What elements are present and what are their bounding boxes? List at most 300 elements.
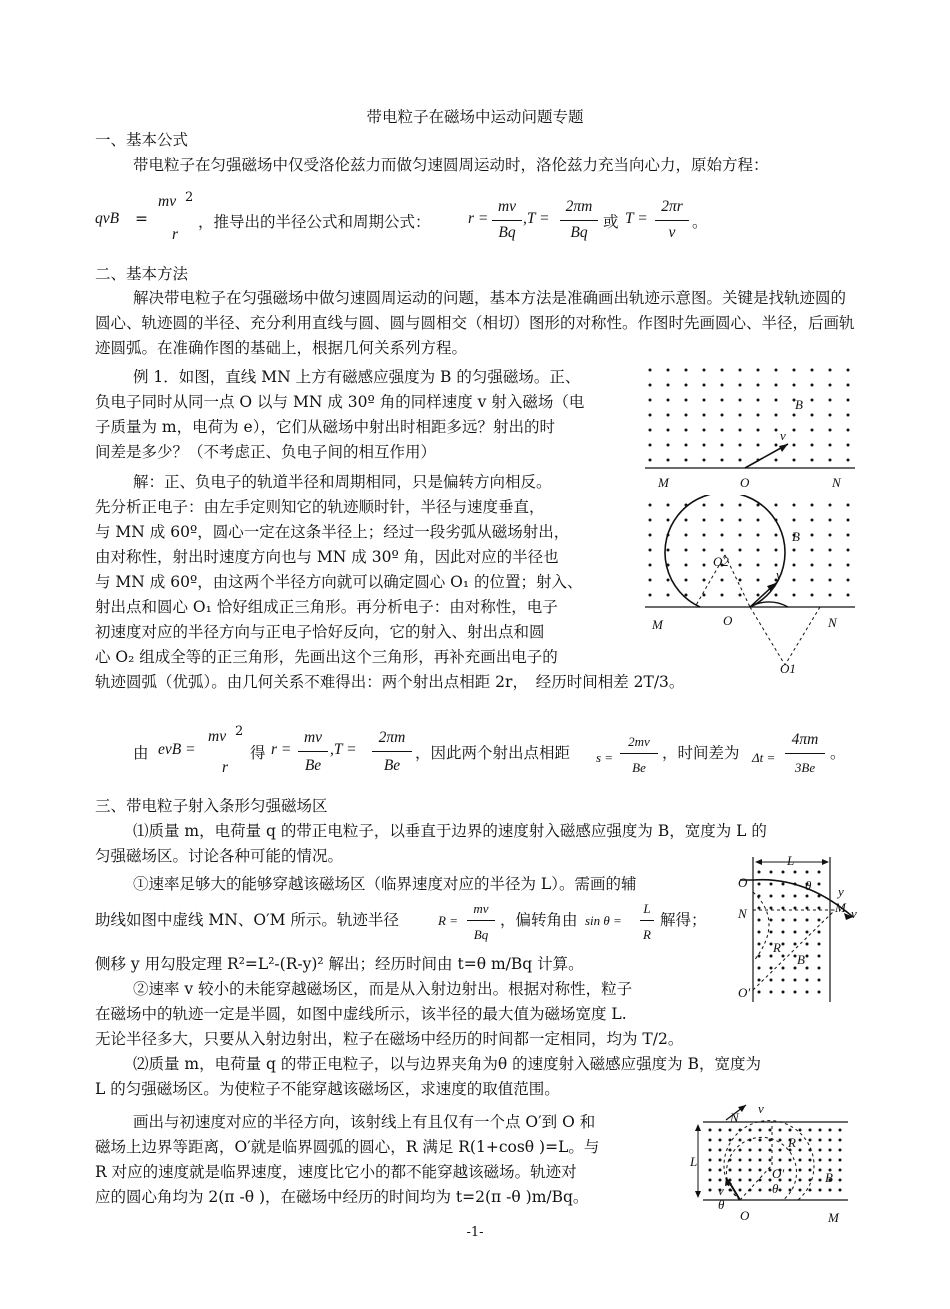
- field-dot: [685, 519, 688, 522]
- field-dot: [847, 534, 850, 537]
- field-dot: [799, 1129, 802, 1132]
- field-dot: [811, 444, 814, 447]
- sec3-p2b-end: 解得；: [660, 911, 707, 929]
- eq2-pre: 由: [133, 744, 149, 762]
- field-dot: [685, 384, 688, 387]
- field-dot: [739, 414, 742, 417]
- eq-den: r: [172, 226, 179, 243]
- field-dot: [709, 1129, 712, 1132]
- field-dot: [703, 549, 706, 552]
- field-dot: [649, 444, 652, 447]
- field-dot: [811, 564, 814, 567]
- solution-line-2: 先分析正电子：由左手定则知它的轨迹顺时针，半径与速度垂直，: [95, 498, 545, 516]
- field-dot: [794, 919, 797, 922]
- field-dot: [757, 594, 760, 597]
- field-dot: [770, 919, 773, 922]
- field-dot: [739, 519, 742, 522]
- eq-end: 。: [692, 213, 708, 231]
- t2-frac-line: [655, 220, 689, 221]
- eq2-r-line: [298, 751, 328, 752]
- field-dot: [749, 1149, 752, 1152]
- field-dot: [794, 991, 797, 994]
- field-dot: [667, 549, 670, 552]
- eq2-sup: 2: [235, 724, 244, 739]
- field-dot: [739, 1159, 742, 1162]
- field-dot: [847, 594, 850, 597]
- field-dot: [758, 943, 761, 946]
- field-dot: [782, 907, 785, 910]
- sec3-R-line: [467, 920, 495, 921]
- field-dot: [809, 1159, 812, 1162]
- example-1-line-1: 例 1．如图，直线 MN 上方有磁感应强度为 B 的匀强磁场。正、: [133, 368, 581, 386]
- field-dot: [775, 594, 778, 597]
- field-dot: [839, 1189, 842, 1192]
- field-dot: [775, 384, 778, 387]
- field-dot: [770, 991, 773, 994]
- section-1-intro: 带电粒子在匀强磁场中仅受洛伦兹力而做匀速圆周运动时，洛伦兹力充当向心力，原始方程：: [133, 156, 769, 174]
- t-frac-line: [560, 220, 598, 221]
- field-dot: [829, 594, 832, 597]
- field-dot: [829, 459, 832, 462]
- fig1-label-N: N: [832, 475, 841, 490]
- sec3-sin: sin θ =: [585, 913, 622, 928]
- example-1-line-3: 子质量为 m，电荷为 e），它们从磁场中射出时相距多远？射出的时: [95, 418, 555, 436]
- fig1-label-M: M: [658, 475, 669, 490]
- eq-sup: 2: [185, 190, 194, 205]
- field-dot: [794, 907, 797, 910]
- fig3-label-O: O: [738, 875, 748, 890]
- field-dot: [789, 1169, 792, 1172]
- magnetic-field-dots: [649, 504, 850, 597]
- field-dot: [782, 895, 785, 898]
- field-dot: [819, 1189, 822, 1192]
- sec3-sin-line: [640, 920, 654, 921]
- field-dot: [758, 871, 761, 874]
- example-1-line-2: 负电子同时从同一点 O 以与 MN 成 30º 角的同样速度 v 射入磁场（电: [95, 393, 585, 411]
- field-dot: [775, 549, 778, 552]
- field-dot: [839, 1139, 842, 1142]
- field-dot: [782, 967, 785, 970]
- field-dot: [739, 564, 742, 567]
- field-dot: [758, 991, 761, 994]
- field-dot: [685, 534, 688, 537]
- field-dot: [649, 564, 652, 567]
- field-dot: [759, 1159, 762, 1162]
- fig3-label-v: v: [851, 906, 857, 921]
- field-dot: [709, 1179, 712, 1182]
- field-dot: [829, 384, 832, 387]
- eq2-de: 得: [250, 744, 266, 762]
- field-dot: [829, 1139, 832, 1142]
- field-dot: [703, 519, 706, 522]
- field-dot: [649, 519, 652, 522]
- field-dot: [703, 459, 706, 462]
- field-dot: [811, 384, 814, 387]
- eq2-s: s =: [596, 750, 614, 765]
- fig3-label-R: R: [773, 940, 781, 955]
- field-dot: [819, 1129, 822, 1132]
- field-dot: [757, 429, 760, 432]
- field-dot: [739, 1139, 742, 1142]
- field-dot: [649, 459, 652, 462]
- solution-line-5: 与 MN 成 60º，由这两个半径方向就可以确定圆心 O₁ 的位置；射入、: [95, 573, 583, 591]
- solution-line-1: 解：正、负电子的轨道半径和周期相同，只是偏转方向相反。: [133, 473, 552, 491]
- eq2-tden: Be: [383, 757, 401, 774]
- field-dot: [729, 1139, 732, 1142]
- field-dot: [757, 564, 760, 567]
- field-dot: [758, 931, 761, 934]
- sec3-p4a: ⑵质量 m，电荷量 q 的带正电粒子，以与边界夹角为θ 的速度射入磁感应强度为 B，宽度为: [133, 1055, 761, 1073]
- field-dot: [769, 1159, 772, 1162]
- eq2-r: r =: [271, 741, 292, 758]
- field-dot: [685, 579, 688, 582]
- field-dot: [721, 384, 724, 387]
- field-dot: [685, 594, 688, 597]
- section-3-heading: 三、带电粒子射入条形匀强磁场区: [95, 797, 328, 815]
- field-dot: [758, 883, 761, 886]
- field-dot: [709, 1149, 712, 1152]
- field-dot: [739, 399, 742, 402]
- field-dot: [794, 943, 797, 946]
- fig2-label-O1: O1: [780, 661, 796, 676]
- eq2-dt: Δt =: [752, 750, 776, 765]
- field-dot: [649, 594, 652, 597]
- field-dot: [739, 549, 742, 552]
- field-dot: [667, 519, 670, 522]
- field-dot: [775, 399, 778, 402]
- field-dot: [758, 967, 761, 970]
- sec3-p2a: ①速率足够大的能够穿越该磁场区（临界速度对应的半径为 L）。需画的辅: [133, 875, 637, 893]
- field-dot: [811, 504, 814, 507]
- field-dot: [839, 1129, 842, 1132]
- sec3-sin-num: L: [643, 901, 651, 916]
- eq2-dtden: 3Be: [794, 760, 816, 775]
- field-dot: [719, 1139, 722, 1142]
- page-title: 带电粒子在磁场中运动问题专题: [366, 108, 584, 126]
- eq-num: mv: [158, 193, 177, 210]
- eq2-t-line: [372, 751, 412, 752]
- field-dot: [709, 1159, 712, 1162]
- field-dot: [739, 504, 742, 507]
- field-dot: [847, 504, 850, 507]
- eq2-num: mv: [208, 728, 227, 745]
- field-dot: [847, 579, 850, 582]
- fig2-label-O: O: [723, 613, 733, 628]
- page-number: -1-: [466, 1225, 484, 1240]
- field-dot: [685, 399, 688, 402]
- eq-lhs: qvB: [95, 210, 120, 227]
- solution-line-8: 心 O₂ 组成全等的正三角形，先画出这个三角形，再补充画出电子的: [95, 648, 558, 666]
- field-dot: [829, 564, 832, 567]
- field-dot: [806, 967, 809, 970]
- field-dot: [667, 504, 670, 507]
- section-1-heading: 一、基本公式: [95, 131, 189, 149]
- eq2-dtnum: 4πm: [791, 731, 819, 748]
- field-dot: [782, 871, 785, 874]
- field-dot: [819, 1159, 822, 1162]
- field-dot: [811, 459, 814, 462]
- field-dot: [847, 384, 850, 387]
- field-dot: [793, 549, 796, 552]
- fig2-label-N: N: [828, 615, 837, 630]
- field-dot: [811, 414, 814, 417]
- field-dot: [685, 444, 688, 447]
- sec3-p1a: ⑴质量 m，电荷量 q 的带正电粒子，以垂直于边界的速度射入磁感应强度为 B，宽度为 L 的: [133, 822, 767, 840]
- t-den: Bq: [570, 224, 588, 241]
- eq2-lhs: evB =: [158, 741, 196, 758]
- or-text: 或: [603, 213, 619, 231]
- eq2-tnum: 2πm: [378, 729, 406, 746]
- field-dot: [794, 871, 797, 874]
- field-dot: [847, 369, 850, 372]
- field-dot: [779, 1139, 782, 1142]
- fig4-label-N: N: [730, 1110, 739, 1125]
- field-dot: [739, 579, 742, 582]
- field-dot: [703, 564, 706, 567]
- field-dot: [770, 931, 773, 934]
- field-dot: [685, 429, 688, 432]
- field-dot: [775, 459, 778, 462]
- sec3-p2b-pre: 助线如图中虚线 MN、O′M 所示。轨迹半径: [95, 911, 399, 929]
- sec3-p5-line-1: 画出与初速度对应的半径方向，该射线上有且仅有一个点 O′到 O 和: [133, 1113, 596, 1131]
- sec3-p3c: 无论半径多大，只要从入射边射出，粒子在磁场中经历的时间都一定相同，均为 T/2。: [95, 1030, 684, 1048]
- field-dot: [739, 369, 742, 372]
- field-dot: [811, 519, 814, 522]
- field-dot: [759, 1179, 762, 1182]
- field-dot: [806, 991, 809, 994]
- field-dot: [703, 579, 706, 582]
- field-dot: [721, 444, 724, 447]
- field-dot: [770, 907, 773, 910]
- field-dot: [770, 883, 773, 886]
- field-dot: [782, 979, 785, 982]
- fig3-label-N: N: [738, 906, 747, 921]
- figure-4-diagram: [688, 1100, 863, 1230]
- fig2-label-B: B: [792, 529, 800, 544]
- field-dot: [829, 1129, 832, 1132]
- field-dot: [819, 1139, 822, 1142]
- example-1-line-4: 间差是多少？（不考虑正、负电子间的相互作用）: [95, 443, 437, 461]
- field-dot: [811, 579, 814, 582]
- field-dot: [749, 1129, 752, 1132]
- fig3-label-L: L: [787, 853, 795, 868]
- field-dot: [793, 459, 796, 462]
- field-dot: [793, 369, 796, 372]
- fig4-label-O: O: [740, 1208, 750, 1223]
- field-dot: [819, 1149, 822, 1152]
- field-dot: [759, 1169, 762, 1172]
- field-dot: [721, 429, 724, 432]
- eq2-dt-line: [785, 753, 825, 754]
- r-num: mv: [497, 198, 517, 215]
- field-dot: [782, 931, 785, 934]
- section-2-heading: 二、基本方法: [95, 265, 189, 283]
- field-dot: [829, 369, 832, 372]
- field-dot: [811, 369, 814, 372]
- field-dot: [667, 444, 670, 447]
- fig4-label-v-top: v: [758, 1101, 764, 1116]
- field-dot: [806, 955, 809, 958]
- field-dot: [839, 1149, 842, 1152]
- field-dot: [775, 429, 778, 432]
- field-dot: [794, 931, 797, 934]
- fig3-label-B: B: [797, 952, 805, 967]
- field-dot: [667, 459, 670, 462]
- sec3-p2b-mid: ，偏转角由: [500, 911, 578, 929]
- field-dot: [719, 1149, 722, 1152]
- eq2-rden: Be: [304, 757, 322, 774]
- field-dot: [685, 564, 688, 567]
- field-dot: [703, 414, 706, 417]
- figure-2-diagram: [640, 495, 860, 690]
- field-dot: [818, 943, 821, 946]
- solution-line-3: 与 MN 成 60º，圆心一定在这条半径上；经过一段劣弧从磁场射出，: [95, 523, 570, 541]
- field-dot: [703, 429, 706, 432]
- figure-1-diagram: [640, 362, 860, 492]
- field-dot: [809, 1139, 812, 1142]
- fig2-label-v: v: [776, 567, 782, 582]
- field-dot: [839, 1159, 842, 1162]
- field-dot: [757, 384, 760, 387]
- field-dot: [811, 399, 814, 402]
- field-dot: [847, 429, 850, 432]
- field-dot: [703, 369, 706, 372]
- field-dot: [703, 444, 706, 447]
- field-dot: [789, 1159, 792, 1162]
- field-dot: [685, 459, 688, 462]
- solution-line-6: 射出点和圆心 O₁ 恰好组成正三角形。再分析电子：由对称性，电子: [95, 598, 558, 616]
- field-dot: [649, 504, 652, 507]
- field-dot: [649, 369, 652, 372]
- field-dot: [793, 579, 796, 582]
- field-dot: [757, 534, 760, 537]
- field-dot: [739, 429, 742, 432]
- field-dot: [818, 871, 821, 874]
- eq2-den: r: [222, 759, 229, 776]
- field-dot: [829, 1189, 832, 1192]
- sec3-sin-den: R: [643, 927, 651, 942]
- field-dot: [739, 1189, 742, 1192]
- field-dot: [806, 871, 809, 874]
- field-dot: [739, 1179, 742, 1182]
- field-dot: [649, 579, 652, 582]
- figure-3-diagram: [735, 852, 865, 1007]
- t-num: 2πm: [565, 198, 593, 215]
- field-dot: [721, 519, 724, 522]
- field-dot: [847, 459, 850, 462]
- sec3-p4b: L 的匀强磁场区。为使粒子不能穿越该磁场区，求速度的取值范围。: [95, 1080, 560, 1098]
- field-dot: [749, 1159, 752, 1162]
- field-dot: [839, 1179, 842, 1182]
- field-dot: [829, 519, 832, 522]
- fig4-label-theta-center: θ: [772, 1181, 779, 1196]
- field-dot: [793, 384, 796, 387]
- field-dot: [775, 504, 778, 507]
- field-dot: [799, 1159, 802, 1162]
- field-dot: [685, 414, 688, 417]
- fig2-label-M: M: [652, 617, 663, 632]
- eq2-s-line: [620, 753, 658, 754]
- field-dot: [667, 429, 670, 432]
- field-dot: [721, 594, 724, 597]
- field-dot: [793, 564, 796, 567]
- field-dot: [829, 534, 832, 537]
- r-den: Bq: [498, 224, 516, 241]
- field-dot: [775, 444, 778, 447]
- field-dot: [709, 1169, 712, 1172]
- field-dot: [818, 883, 821, 886]
- field-dot: [779, 1129, 782, 1132]
- field-dot: [782, 883, 785, 886]
- field-dot: [829, 549, 832, 552]
- field-dot: [818, 967, 821, 970]
- field-dot: [819, 1179, 822, 1182]
- fig4-label-O-prime: O′: [772, 1166, 785, 1181]
- field-dot: [794, 979, 797, 982]
- fig4-label-R: R: [788, 1135, 796, 1150]
- sec3-R: R =: [438, 913, 458, 928]
- field-dot: [758, 979, 761, 982]
- field-dot: [719, 1169, 722, 1172]
- field-dot: [759, 1189, 762, 1192]
- field-dot: [806, 919, 809, 922]
- field-dot: [847, 519, 850, 522]
- field-dot: [829, 504, 832, 507]
- eq2-mid2: ，时间差为: [662, 744, 740, 762]
- field-dot: [719, 1179, 722, 1182]
- field-dot: [721, 534, 724, 537]
- field-dot: [799, 1179, 802, 1182]
- field-dot: [793, 504, 796, 507]
- field-dot: [721, 549, 724, 552]
- field-dot: [793, 414, 796, 417]
- fig1-label-O: O: [740, 475, 750, 490]
- field-dot: [818, 919, 821, 922]
- fig3-label-O-prime: O′: [738, 985, 751, 1000]
- field-dot: [847, 549, 850, 552]
- field-dot: [758, 907, 761, 910]
- eq2-rnum: mv: [303, 729, 323, 746]
- field-dot: [719, 1129, 722, 1132]
- field-dot: [649, 549, 652, 552]
- field-dot: [818, 907, 821, 910]
- field-dot: [757, 444, 760, 447]
- field-dot: [685, 549, 688, 552]
- field-dot: [739, 1169, 742, 1172]
- eq2-mid: ，因此两个射出点相距: [415, 744, 571, 762]
- field-dot: [829, 1149, 832, 1152]
- r-eq: r =: [468, 210, 489, 227]
- field-dot: [759, 1149, 762, 1152]
- field-dot: [806, 979, 809, 982]
- field-dot: [779, 1149, 782, 1152]
- field-dot: [769, 1149, 772, 1152]
- fig4-label-M: M: [828, 1210, 839, 1225]
- t2-den: v: [668, 224, 676, 241]
- field-dot: [721, 579, 724, 582]
- field-dot: [729, 1169, 732, 1172]
- field-dot: [794, 895, 797, 898]
- field-dot: [667, 594, 670, 597]
- field-dot: [789, 1179, 792, 1182]
- fig1-label-v: v: [780, 428, 786, 443]
- sec3-p5-line-2: 磁场上边界等距离，O′就是临界圆弧的圆心，R 满足 R(1+cosθ )=L。与: [95, 1138, 600, 1156]
- field-dot: [806, 895, 809, 898]
- field-dot: [729, 1149, 732, 1152]
- field-dot: [649, 384, 652, 387]
- field-dot: [703, 534, 706, 537]
- sec3-R-num: mv: [473, 901, 489, 916]
